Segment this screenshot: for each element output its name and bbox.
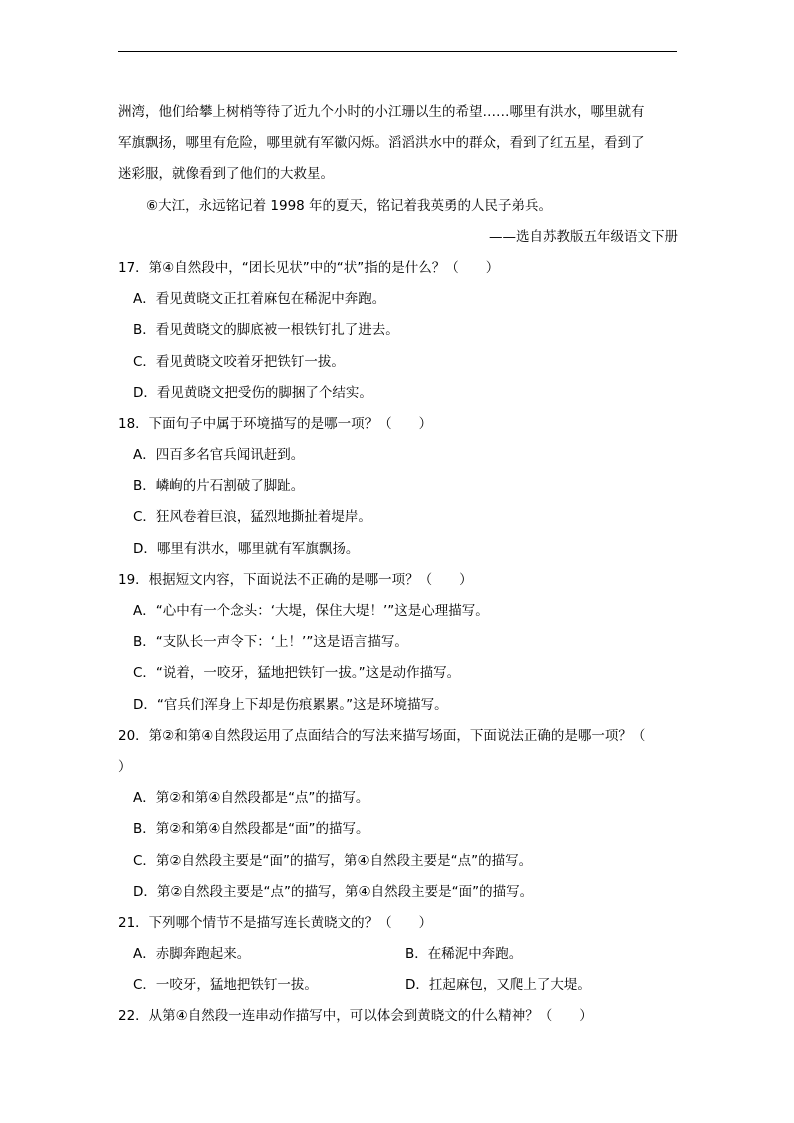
option: C．第②自然段主要是“面”的描写，第④自然段主要是“点”的描写。 bbox=[133, 852, 533, 869]
option: D．看见黄晓文把受伤的脚捆了个结实。 bbox=[133, 384, 373, 401]
passage-line: 洲湾，他们给攀上树梢等待了近九个小时的小江珊以生的希望……哪里有洪水，哪里就有 bbox=[118, 104, 645, 120]
option: D．扛起麻包，又爬上了大堤。 bbox=[405, 977, 591, 994]
option: D．“官兵们浑身上下却是伤痕累累。”这是环境描写。 bbox=[133, 696, 448, 713]
option: B．“支队长一声令下：‘上！’”这是语言描写。 bbox=[133, 634, 408, 651]
paragraph-6: ⑥大江，永远铭记着 1998 年的夏天，铭记着我英勇的人民子弟兵。 bbox=[146, 197, 553, 214]
question-19: 19．根据短文内容，下面说法不正确的是哪一项？（ ） bbox=[118, 571, 473, 588]
document-body bbox=[118, 97, 678, 1033]
passage-line: 军旗飘扬，哪里有危险，哪里就有军徽闪烁。滔滔洪水中的群众，看到了红五星，看到了 bbox=[118, 135, 645, 152]
option: D．第②自然段主要是“点”的描写，第④自然段主要是“面”的描写。 bbox=[133, 883, 534, 900]
option: A．赤脚奔跑起来。 bbox=[133, 946, 251, 963]
option: A．“心中有一个念头：‘大堤，保住大堤！’”这是心理描写。 bbox=[133, 603, 489, 619]
passage-line: 迷彩服，就像看到了他们的大救星。 bbox=[118, 166, 334, 183]
option: C．看见黄晓文咬着牙把铁钉一拔。 bbox=[133, 353, 345, 370]
question-22: 22．从第④自然段一连串动作描写中，可以体会到黄晓文的什么精神？（ ） bbox=[118, 1008, 593, 1025]
option: B．看见黄晓文的脚底被一根铁钉扎了进去。 bbox=[133, 322, 399, 339]
option: A．四百多名官兵闻讯赶到。 bbox=[133, 447, 305, 464]
option: A．看见黄晓文正扛着麻包在稀泥中奔跑。 bbox=[133, 291, 386, 308]
question-20-cont: ） bbox=[118, 758, 132, 775]
option: D．哪里有洪水，哪里就有军旗飘扬。 bbox=[133, 540, 360, 557]
question-18: 18．下面句子中属于环境描写的是哪一项？（ ） bbox=[118, 415, 433, 432]
option: C．狂风卷着巨浪，猛烈地撕扯着堤岸。 bbox=[133, 509, 372, 526]
option: A．第②和第④自然段都是“点”的描写。 bbox=[133, 790, 370, 807]
option: B．第②和第④自然段都是“面”的描写。 bbox=[133, 821, 370, 838]
option: C．“说着，一咬牙，猛地把铁钉一拔。”这是动作描写。 bbox=[133, 665, 461, 682]
option: B．在稀泥中奔跑。 bbox=[405, 946, 523, 963]
source-citation: ——选自苏教版五年级语文下册 bbox=[489, 228, 678, 245]
question-20: 20．第②和第④自然段运用了点面结合的写法来描写场面，下面说法正确的是哪一项？（ bbox=[118, 727, 646, 744]
question-17: 17．第④自然段中，“团长见状”中的“状”指的是什么？（ ） bbox=[118, 259, 500, 276]
question-21: 21．下列哪个情节不是描写连长黄晓文的？（ ） bbox=[118, 914, 433, 931]
header-rule bbox=[118, 51, 677, 52]
option: C．一咬牙，猛地把铁钉一拔。 bbox=[133, 977, 318, 994]
option: B．嶙峋的片石割破了脚趾。 bbox=[133, 478, 305, 495]
